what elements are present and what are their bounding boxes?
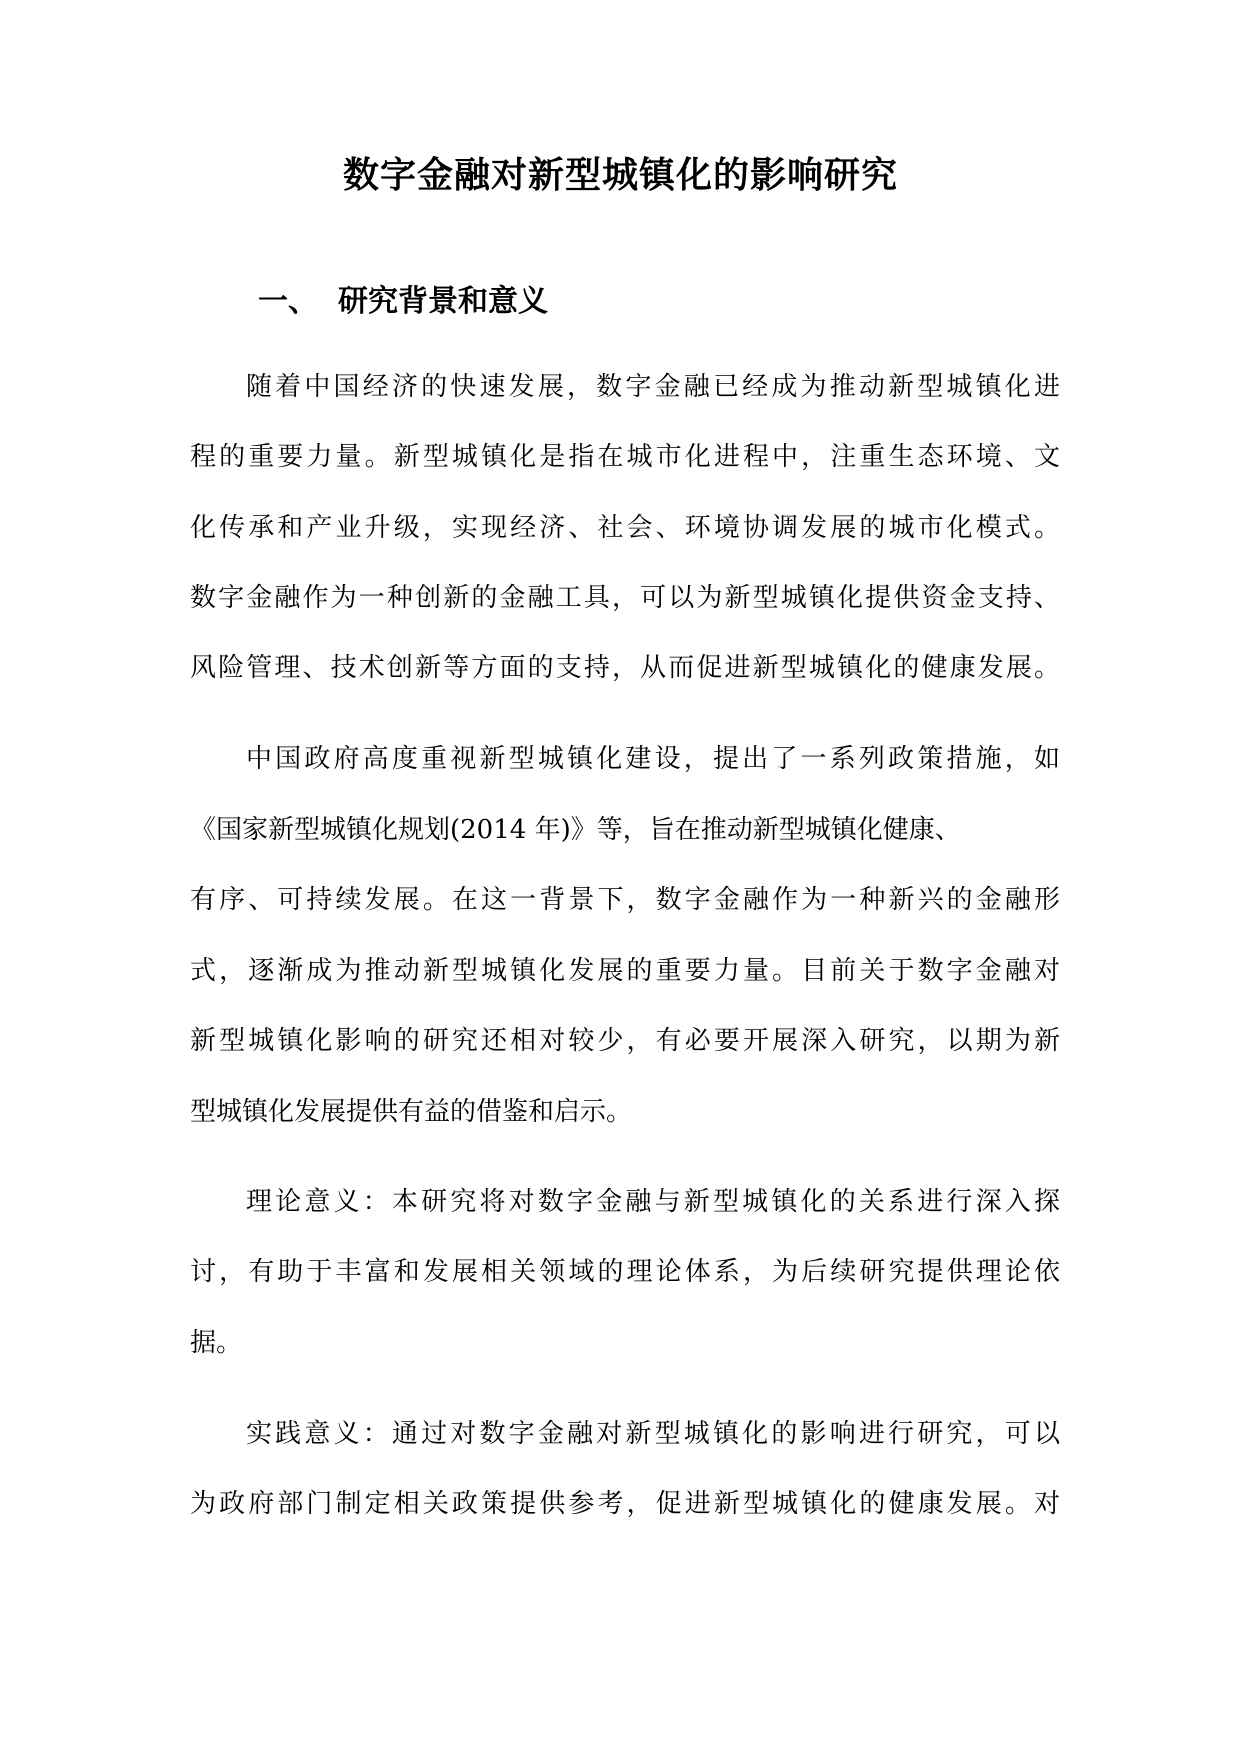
- paragraph-line: 为政府部门制定相关政策提供参考，促进新型城镇化的健康发展。对: [190, 1489, 1060, 1519]
- paragraph-line: 风险管理、技术创新等方面的支持，从而促进新型城镇化的健康发展。: [190, 653, 1060, 683]
- paragraph-line: 实践意义：通过对数字金融对新型城镇化的影响进行研究，可以: [246, 1419, 1060, 1449]
- paragraph-line: 讨，有助于丰富和发展相关领域的理论体系，为后续研究提供理论依: [190, 1257, 1060, 1287]
- paragraph-line: 理论意义：本研究将对数字金融与新型城镇化的关系进行深入探: [246, 1187, 1060, 1217]
- paragraph-line: 据。: [190, 1328, 243, 1358]
- section-number: 一、: [258, 284, 318, 319]
- paragraph-line: 式，逐渐成为推动新型城镇化发展的重要力量。目前关于数字金融对: [190, 956, 1060, 986]
- paragraph-line: 中国政府高度重视新型城镇化建设，提出了一系列政策措施，如: [246, 744, 1060, 774]
- paragraph-line: 随着中国经济的快速发展，数字金融已经成为推动新型城镇化进: [246, 372, 1060, 402]
- paragraph-line: 型城镇化发展提供有益的借鉴和启示。: [190, 1097, 633, 1127]
- paragraph-line: 有序、可持续发展。在这一背景下，数字金融作为一种新兴的金融形: [190, 885, 1060, 915]
- paragraph-line: 程的重要力量。新型城镇化是指在城市化进程中，注重生态环境、文: [190, 442, 1060, 472]
- section-heading-text: 研究背景和意义: [338, 284, 548, 319]
- paragraph-line: 化传承和产业升级，实现经济、社会、环境协调发展的城市化模式。: [190, 513, 1060, 543]
- paragraph-line: 数字金融作为一种创新的金融工具，可以为新型城镇化提供资金支持、: [190, 583, 1060, 613]
- paragraph-line: 新型城镇化影响的研究还相对较少，有必要开展深入研究，以期为新: [190, 1026, 1060, 1056]
- section-heading: [258, 282, 548, 322]
- paragraph-line: 《国家新型城镇化规划(2014 年)》等，旨在推动新型城镇化健康、: [190, 815, 961, 845]
- document-title: 数字金融对新型城镇化的影响研究: [342, 155, 898, 196]
